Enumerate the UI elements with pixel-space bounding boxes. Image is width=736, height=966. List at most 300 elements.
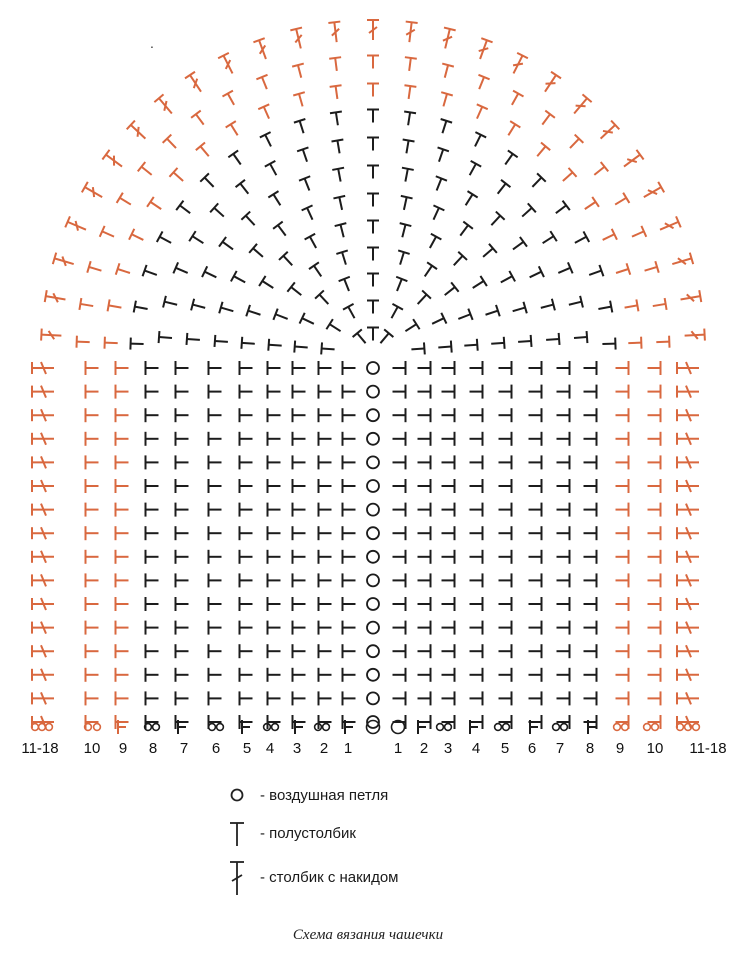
- half-double-stitch: [418, 479, 431, 493]
- half-double-stitch: [418, 408, 431, 422]
- half-double-stitch: [393, 573, 406, 587]
- half-double-stitch: [584, 526, 597, 540]
- half-double-stitch: [499, 644, 512, 658]
- half-double-stitch: [470, 432, 483, 446]
- half-double-stitch: [393, 408, 406, 422]
- half-double-crochet-stitch: [556, 262, 573, 278]
- half-double-crochet-stitch: [461, 191, 478, 208]
- half-double-stitch: [343, 526, 356, 540]
- half-double-stitch: [648, 385, 661, 399]
- half-double-crochet-stitch: [202, 266, 219, 282]
- half-double-stitch: [293, 432, 306, 446]
- chain-stitch: [553, 724, 560, 731]
- half-double-stitch: [209, 361, 222, 375]
- half-double-stitch: [146, 432, 159, 446]
- half-double-stitch: [268, 691, 281, 705]
- row-label: 1: [393, 740, 403, 757]
- half-double-stitch: [319, 479, 332, 493]
- double-crochet-stitch: [32, 386, 54, 398]
- chart-caption: Схема вязания чашечки: [292, 927, 444, 943]
- half-double-crochet-stitch: [293, 92, 308, 108]
- double-crochet-stitch: [32, 622, 54, 634]
- half-double-stitch: [442, 361, 455, 375]
- half-double-stitch: [648, 691, 661, 705]
- half-double-stitch: [470, 573, 483, 587]
- half-double-stitch: [584, 479, 597, 493]
- half-double-crochet-stitch: [76, 336, 89, 348]
- chain-stitch: [693, 724, 700, 731]
- half-double-stitch: [442, 455, 455, 469]
- double-crochet-stitch: [677, 409, 699, 421]
- half-double-stitch: [470, 621, 483, 635]
- half-double-stitch: [86, 526, 99, 540]
- double-crochet-stitch: [677, 598, 699, 610]
- half-double-crochet-stitch: [630, 226, 647, 242]
- half-double-stitch: [584, 621, 597, 635]
- double-crochet-stitch: [570, 94, 592, 117]
- chain-stitch: [94, 724, 101, 731]
- half-double-crochet-stitch: [367, 138, 379, 151]
- half-double-stitch: [584, 455, 597, 469]
- half-double-stitch: [616, 503, 629, 517]
- half-double-crochet-stitch: [401, 139, 415, 154]
- double-crochet-stitch: [508, 53, 528, 76]
- half-double-stitch: [584, 573, 597, 587]
- half-double-stitch: [240, 644, 253, 658]
- double-crochet-stitch: [32, 574, 54, 586]
- half-double-stitch: [146, 361, 159, 375]
- double-crochet-stitch: [32, 669, 54, 681]
- half-double-stitch: [442, 479, 455, 493]
- half-double-stitch: [343, 573, 356, 587]
- chain-stitch: [561, 724, 568, 731]
- half-double-crochet-stitch: [169, 168, 187, 186]
- double-crochet-icon: [222, 860, 252, 894]
- half-double-stitch: [616, 455, 629, 469]
- half-double-stitch: [86, 597, 99, 611]
- half-double-crochet-stitch: [533, 142, 551, 160]
- half-double-stitch: [293, 526, 306, 540]
- half-double-crochet-stitch: [367, 248, 379, 261]
- half-double-stitch: [240, 432, 253, 446]
- half-double-stitch: [648, 455, 661, 469]
- half-double-stitch: [319, 361, 332, 375]
- half-double-stitch: [343, 644, 356, 658]
- half-double-stitch: [499, 503, 512, 517]
- half-double-stitch: [209, 621, 222, 635]
- half-double-crochet-stitch: [300, 313, 317, 329]
- row-label: 3: [443, 740, 453, 757]
- chain-stitch: [437, 724, 444, 731]
- half-double-crochet-stitch: [268, 339, 282, 352]
- half-double-crochet-stitch: [566, 135, 584, 153]
- half-double-stitch: [319, 573, 332, 587]
- half-double-crochet-stitch: [147, 197, 164, 214]
- half-double-stitch: [293, 597, 306, 611]
- half-double-stitch: [499, 361, 512, 375]
- half-double-stitch: [584, 361, 597, 375]
- half-double-stitch: [529, 597, 542, 611]
- chain-stitch: [39, 724, 46, 731]
- half-double-stitch: [648, 432, 661, 446]
- half-double-stitch: [499, 573, 512, 587]
- half-double-stitch: [319, 644, 332, 658]
- half-double-stitch: [648, 526, 661, 540]
- half-double-stitch: [176, 479, 189, 493]
- half-double-stitch: [584, 503, 597, 517]
- half-double-stitch: [319, 408, 332, 422]
- half-double-stitch: [343, 479, 356, 493]
- cup-side-grid: [32, 361, 699, 729]
- half-double-stitch: [418, 361, 431, 375]
- half-double-crochet-stitch: [100, 226, 117, 242]
- half-double-stitch: [393, 550, 406, 564]
- row-label: 7: [179, 740, 189, 757]
- half-double-stitch: [116, 432, 129, 446]
- double-crochet-stitch: [32, 551, 54, 563]
- half-double-crochet-stitch: [539, 299, 555, 314]
- half-double-crochet-stitch: [332, 139, 346, 154]
- half-double-stitch: [116, 644, 129, 658]
- half-double-stitch: [116, 408, 129, 422]
- half-double-stitch: [393, 432, 406, 446]
- chain-stitch: [153, 724, 160, 731]
- half-double-stitch: [343, 361, 356, 375]
- half-double-stitch: [268, 479, 281, 493]
- foundation-chain-row: [32, 720, 700, 734]
- half-double-stitch: [293, 361, 306, 375]
- half-double-crochet-stitch: [268, 191, 285, 208]
- half-double-stitch: [499, 526, 512, 540]
- half-double-stitch: [442, 597, 455, 611]
- half-double-stitch: [86, 503, 99, 517]
- half-double-stitch: [648, 550, 661, 564]
- double-crochet-stitch: [403, 22, 417, 43]
- half-double-crochet-stitch: [367, 166, 379, 179]
- half-double-stitch: [240, 361, 253, 375]
- half-double-stitch: [268, 621, 281, 635]
- half-double-stitch: [616, 597, 629, 611]
- half-double-stitch: [116, 385, 129, 399]
- half-double-stitch: [86, 361, 99, 375]
- half-double-stitch: [319, 621, 332, 635]
- half-double-stitch: [616, 691, 629, 705]
- half-double-stitch: [240, 503, 253, 517]
- half-double-stitch: [146, 621, 159, 635]
- half-double-stitch: [529, 526, 542, 540]
- row-label: 2: [419, 740, 429, 757]
- chain-stitch: [367, 527, 379, 539]
- half-double-crochet-stitch: [265, 161, 282, 178]
- half-double-stitch: [293, 668, 306, 682]
- double-crochet-stitch: [677, 622, 699, 634]
- half-double-stitch: [529, 668, 542, 682]
- half-double-crochet-stitch: [503, 121, 520, 138]
- half-double-stitch: [268, 550, 281, 564]
- half-double-crochet-stitch: [455, 222, 472, 240]
- half-double-stitch: [584, 432, 597, 446]
- half-double-crochet-stitch: [438, 92, 453, 108]
- row-label: 6: [527, 740, 537, 757]
- half-double-stitch: [240, 526, 253, 540]
- half-double-stitch: [393, 668, 406, 682]
- half-double-stitch: [470, 503, 483, 517]
- half-double-stitch: [648, 668, 661, 682]
- half-double-stitch: [86, 691, 99, 705]
- half-double-stitch: [499, 550, 512, 564]
- double-crochet-stitch: [127, 121, 150, 143]
- half-double-crochet-stitch: [527, 266, 544, 282]
- half-double-crochet-stitch: [130, 338, 143, 350]
- double-crochet-stitch: [671, 253, 694, 270]
- half-double-crochet-stitch: [507, 91, 524, 108]
- half-double-crochet-stitch: [484, 305, 500, 320]
- half-double-crochet-stitch: [108, 299, 123, 313]
- half-double-stitch: [209, 526, 222, 540]
- half-double-stitch: [209, 644, 222, 658]
- half-double-stitch: [293, 479, 306, 493]
- half-double-stitch: [343, 691, 356, 705]
- half-double-stitch: [86, 432, 99, 446]
- half-double-stitch: [418, 597, 431, 611]
- legend-label-half-double: - полустолбик: [260, 824, 356, 842]
- half-double-crochet-stitch: [196, 142, 214, 160]
- half-double-stitch: [146, 691, 159, 705]
- half-double-crochet-stitch: [464, 339, 478, 352]
- half-double-stitch: [616, 408, 629, 422]
- half-double-crochet-stitch: [602, 338, 615, 350]
- half-double-crochet-stitch: [222, 91, 239, 108]
- half-double-stitch: [557, 479, 570, 493]
- half-double-stitch: [146, 503, 159, 517]
- chain-stitch: [367, 409, 379, 421]
- half-double-crochet-stitch: [200, 173, 218, 191]
- half-double-stitch: [146, 479, 159, 493]
- half-double-stitch: [116, 479, 129, 493]
- half-double-crochet-stitch: [186, 333, 200, 346]
- half-double-crochet-stitch: [332, 168, 346, 183]
- half-double-stitch: [343, 621, 356, 635]
- half-double-stitch: [268, 597, 281, 611]
- half-double-stitch: [529, 621, 542, 635]
- row-label: 1: [343, 740, 353, 757]
- half-double-crochet-stitch: [469, 276, 486, 293]
- half-double-crochet-stitch: [572, 231, 589, 248]
- half-double-stitch: [343, 503, 356, 517]
- double-crochet-stitch: [253, 38, 271, 61]
- half-double-stitch: [176, 573, 189, 587]
- half-double-stitch: [418, 668, 431, 682]
- half-double-crochet-stitch: [411, 342, 425, 355]
- half-double-stitch: [209, 479, 222, 493]
- double-crochet-stitch: [680, 290, 702, 305]
- half-double-stitch: [470, 385, 483, 399]
- double-crochet-stitch: [53, 253, 76, 270]
- half-double-stitch: [268, 526, 281, 540]
- half-double-stitch: [319, 668, 332, 682]
- half-double-stitch: [616, 644, 629, 658]
- double-crochet-stitch: [154, 94, 176, 117]
- half-double-crochet-stitch: [403, 57, 417, 71]
- half-double-stitch: [616, 621, 629, 635]
- half-double-stitch: [529, 455, 542, 469]
- chain-stitch: [209, 724, 216, 731]
- half-double-crochet-stitch: [441, 282, 459, 299]
- half-double-crochet-stitch: [652, 298, 667, 312]
- half-double-crochet-stitch: [173, 262, 190, 278]
- half-double-stitch: [86, 408, 99, 422]
- half-double-stitch: [146, 597, 159, 611]
- half-double-crochet-stitch: [539, 231, 556, 248]
- half-double-stitch: [418, 691, 431, 705]
- half-double-crochet-stitch: [241, 337, 255, 350]
- half-double-stitch: [319, 597, 332, 611]
- half-double-crochet-stitch: [330, 111, 344, 126]
- row-label: 10: [83, 740, 101, 757]
- half-double-crochet-stitch: [367, 110, 379, 123]
- half-double-stitch: [209, 550, 222, 564]
- half-double-crochet-stitch: [399, 168, 413, 183]
- half-double-stitch: [209, 573, 222, 587]
- half-double-crochet-stitch: [430, 313, 447, 329]
- half-double-stitch: [293, 385, 306, 399]
- cup-top-arch: [41, 20, 705, 355]
- half-double-stitch: [442, 644, 455, 658]
- half-double-crochet-stitch: [587, 265, 603, 281]
- half-double-stitch: [209, 385, 222, 399]
- half-double-crochet-stitch: [614, 263, 630, 278]
- half-double-stitch: [240, 479, 253, 493]
- half-double-stitch: [146, 385, 159, 399]
- half-double-stitch: [616, 385, 629, 399]
- half-double-stitch: [499, 479, 512, 493]
- half-double-stitch: [470, 361, 483, 375]
- half-double-stitch: [442, 526, 455, 540]
- half-double-stitch: [116, 573, 129, 587]
- half-double-stitch: [442, 668, 455, 682]
- double-crochet-stitch: [32, 527, 54, 539]
- half-double-stitch: [616, 479, 629, 493]
- chain-stitch: [367, 456, 379, 468]
- half-double-crochet-stitch: [367, 328, 379, 341]
- half-double-stitch: [268, 573, 281, 587]
- chain-stitch: [367, 622, 379, 634]
- half-double-crochet-stitch: [498, 271, 515, 288]
- half-double-stitch: [499, 668, 512, 682]
- half-double-crochet-stitch: [509, 237, 527, 254]
- half-double-stitch: [557, 432, 570, 446]
- half-double-stitch: [557, 455, 570, 469]
- half-double-stitch: [86, 621, 99, 635]
- half-double-stitch: [499, 691, 512, 705]
- half-double-stitch: [499, 432, 512, 446]
- half-double-crochet-stitch: [438, 341, 452, 354]
- half-double-crochet-stitch: [591, 162, 609, 179]
- half-double-stitch: [343, 597, 356, 611]
- half-double-stitch: [293, 503, 306, 517]
- double-crochet-stitch: [439, 28, 455, 50]
- half-double-stitch: [146, 526, 159, 540]
- half-double-crochet-stitch: [628, 337, 641, 349]
- half-double-stitch: [499, 408, 512, 422]
- half-double-stitch: [584, 668, 597, 682]
- half-double-crochet-stitch: [256, 75, 272, 92]
- double-crochet-stitch: [677, 480, 699, 492]
- half-double-crochet-stitch: [439, 64, 454, 80]
- half-double-stitch: [648, 644, 661, 658]
- half-double-crochet-stitch: [413, 290, 431, 308]
- row-label: 5: [242, 740, 252, 757]
- chain-stitch: [445, 724, 452, 731]
- chain-stitch: [495, 724, 502, 731]
- legend-label-double: - столбик с накидом: [260, 868, 399, 886]
- half-double-stitch: [319, 503, 332, 517]
- half-double-crochet-stitch: [428, 205, 444, 222]
- half-double-crochet-stitch: [431, 176, 447, 192]
- half-double-stitch: [86, 644, 99, 658]
- half-double-stitch: [442, 385, 455, 399]
- half-double-stitch: [442, 691, 455, 705]
- half-double-crochet-stitch: [87, 261, 103, 276]
- double-crochet-stitch: [677, 716, 699, 728]
- half-double-crochet-stitch: [470, 132, 487, 149]
- half-double-crochet-stitch: [339, 277, 355, 293]
- half-double-stitch: [240, 573, 253, 587]
- half-double-crochet-stitch: [294, 119, 309, 135]
- half-double-stitch: [616, 526, 629, 540]
- chain-stitch: [367, 692, 379, 704]
- row-label: 11-18: [689, 740, 727, 757]
- chain-stitch: [367, 645, 379, 657]
- half-double-stitch: [418, 621, 431, 635]
- row-label: 8: [148, 740, 158, 757]
- half-double-crochet-stitch: [134, 301, 149, 315]
- half-double-stitch: [86, 550, 99, 564]
- row-label: 9: [118, 740, 128, 757]
- half-double-stitch: [648, 597, 661, 611]
- half-double-stitch: [648, 408, 661, 422]
- chain-stitch: [367, 386, 379, 398]
- row-label: 11-18: [21, 740, 59, 757]
- half-double-crochet-stitch: [612, 193, 629, 210]
- half-double-crochet-stitch: [600, 229, 617, 245]
- double-crochet-stitch: [677, 645, 699, 657]
- row-label: 4: [471, 740, 481, 757]
- double-crochet-stitch: [65, 216, 88, 235]
- half-double-crochet-stitch: [474, 75, 490, 92]
- half-double-crochet-stitch: [493, 180, 510, 198]
- half-double-stitch: [116, 691, 129, 705]
- half-double-stitch: [557, 668, 570, 682]
- stray-mark: .: [150, 35, 154, 51]
- half-double-stitch: [418, 385, 431, 399]
- half-double-stitch: [584, 644, 597, 658]
- half-double-stitch: [343, 408, 356, 422]
- half-double-stitch: [240, 408, 253, 422]
- chain-stitch: [367, 362, 379, 374]
- half-double-stitch: [584, 550, 597, 564]
- half-double-stitch: [648, 479, 661, 493]
- double-crochet-stitch: [102, 150, 125, 172]
- chain-stitch-icon: [222, 778, 252, 812]
- chain-stitch: [644, 724, 651, 731]
- half-double-crochet-stitch: [336, 250, 351, 266]
- half-double-stitch: [418, 432, 431, 446]
- half-double-stitch: [616, 432, 629, 446]
- legend-label-chain: - воздушная петля: [260, 786, 389, 804]
- double-crochet-stitch: [677, 433, 699, 445]
- half-double-stitch: [209, 408, 222, 422]
